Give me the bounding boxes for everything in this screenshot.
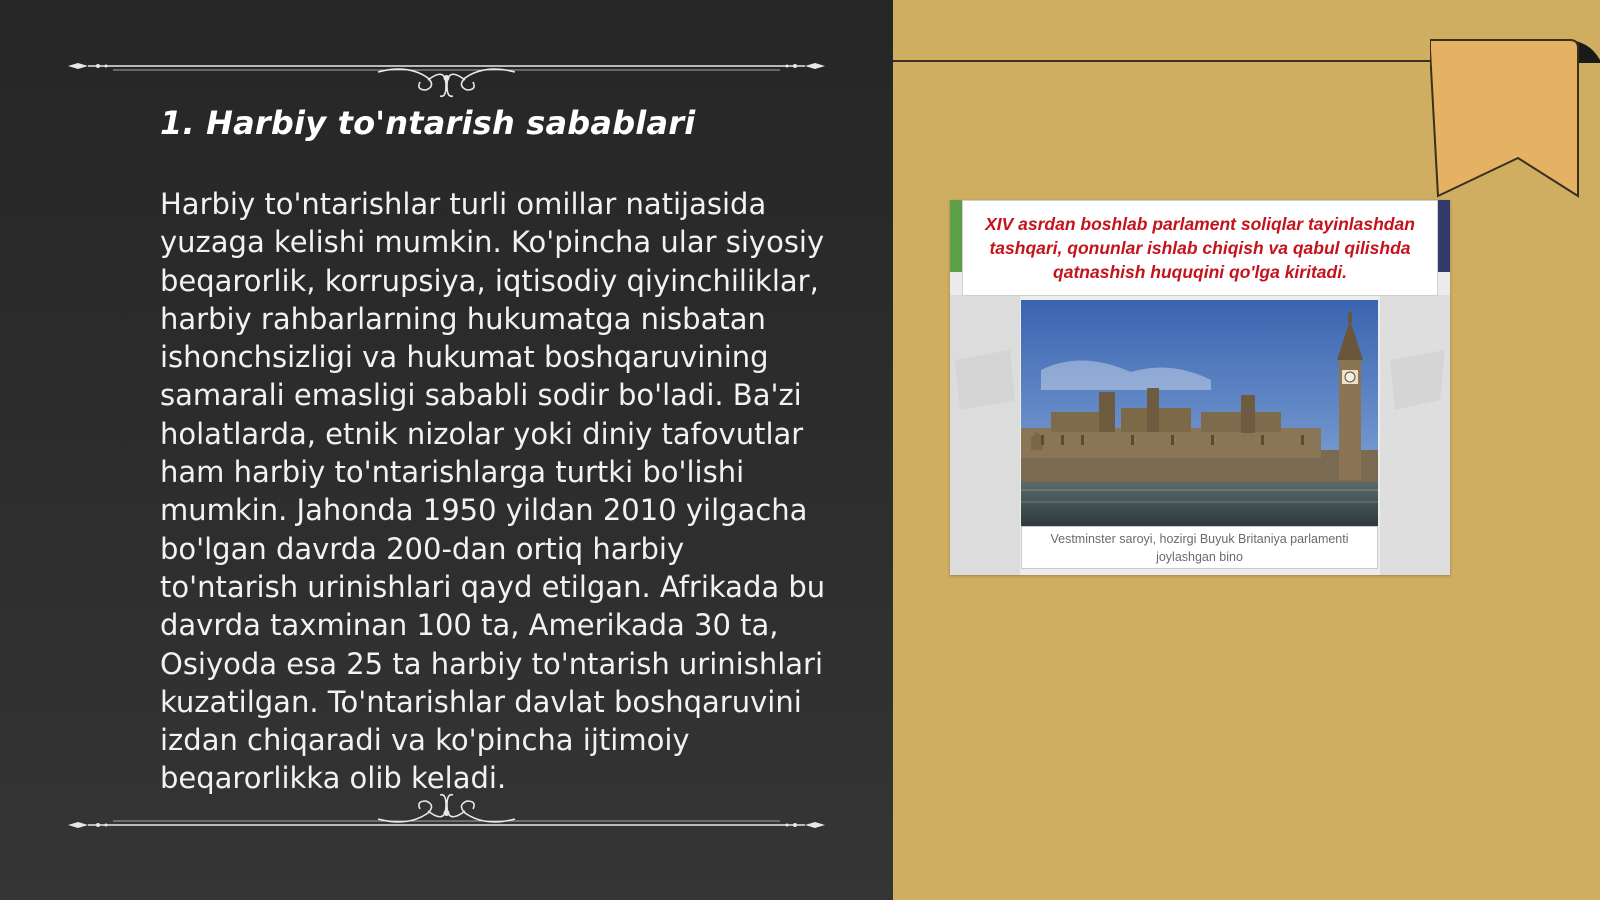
card-navy-stripe — [1438, 200, 1450, 272]
top-ornament-divider — [68, 40, 825, 100]
card-caption-text: XIV asrdan boshlab parlament soliqlar tayinlashdan tashqari, qonunlar ishlab chiqish va qabul qilishda qatnashish huquqini qo'lga kiritadi. — [985, 214, 1415, 282]
bottom-ornament-divider — [68, 775, 825, 835]
body-paragraph: Harbiy to'ntarishlar turli omillar natijasida yuzaga kelishi mumkin. Ko'pincha ular siyosiy beqarorlik, korrupsiya, iqtisodiy qiyinchiliklar, harbiy rahbarlarning hukumatga nisbatan ishonchsizligi va hukumat boshqaruvining samarali emasligi sababli sodir bo'ladi. Ba'zi holatlarda, etnik nizolar yoki diniy tafovutlar ham harbiy to'ntarishlarga turtki bo'lishi mumkin. Jahonda 1950 yildan 2010 yilgacha bo'lgan davrda 200-dan ortiq harbiy to'ntarish urinishlari qayd etilgan. Afrikada bu davrda taxminan 100 ta, Amerikada 30 ta, Osiyoda esa 25 ta harbiy to'ntarish urinishlari kuzatilgan. To'ntarishlar davlat boshqaruvini izdan chiqaradi va ko'pincha ijtimoiy beqarorlikka olib keladi. — [160, 187, 826, 796]
westminster-palace-photo — [1021, 300, 1378, 526]
card-green-stripe — [950, 200, 962, 272]
bookmark-ribbon-icon — [1430, 30, 1600, 200]
caption-box — [962, 200, 1438, 296]
photo-caption: Vestminster saroyi, hozirgi Buyuk Britaniya parlamenti joylashgan bino — [1021, 526, 1378, 569]
slide-title: 1. Harbiy to'ntarish sabablari — [160, 104, 696, 142]
image-card — [950, 200, 1450, 575]
